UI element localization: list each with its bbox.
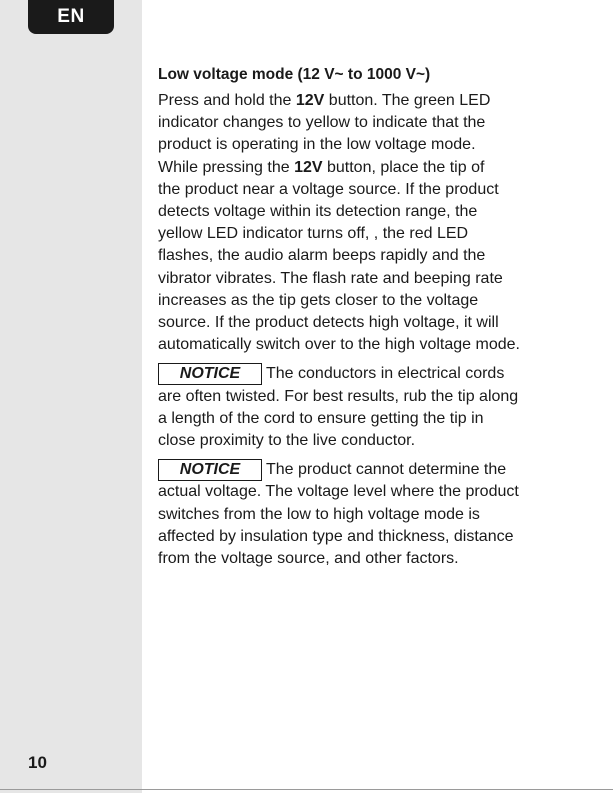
body-line: a length of the cord to ensure getting the tip in [158,409,484,427]
body-line: affected by insulation type and thickness, distance [158,527,514,545]
left-margin-band [0,0,142,793]
body-line: flashes, the audio alarm beeps rapidly and the [158,247,486,265]
text-run: The product cannot determine the [266,461,507,479]
body-line: yellow LED indicator turns off, , the red LED [158,225,469,243]
body-line: product is operating in the low voltage mode. [158,136,476,154]
body-line [158,157,568,179]
notice-twisted-conductors [158,363,568,452]
body-line: automatically switch over to the high voltage mode. [158,336,520,354]
body-line [158,459,568,481]
main-content [158,64,568,570]
body-line: increases as the tip gets closer to the voltage [158,291,479,309]
text-run: button, place the tip of [322,158,485,176]
text-run: While pressing the [158,158,295,176]
low-voltage-instructions [158,90,568,356]
body-line: vibrator vibrates. The flash rate and beeping rate [158,269,503,287]
text-run: The conductors in electrical cords [266,365,505,383]
section-title: Low voltage mode (12 V~ to 1000 V~) [158,66,431,83]
body-line: from the voltage source, and other factors. [158,550,459,568]
page-number: 10 [28,753,47,772]
notice-label: NOTICE [158,459,262,481]
body-line: switches from the low to high voltage mode is [158,505,480,523]
text-run: button. The green LED [324,92,491,109]
text-run: Press and hold the [158,92,296,109]
button-name-12v: 12V [294,158,323,176]
body-line [158,90,568,112]
bottom-divider [0,789,613,790]
body-line: the product near a voltage source. If the product [158,180,499,198]
notice-label: NOTICE [158,363,262,385]
body-line: actual voltage. The voltage level where the product [158,483,519,501]
body-line [158,363,568,385]
notice-actual-voltage [158,459,568,570]
body-line: close proximity to the live conductor. [158,432,416,450]
language-tab: EN [28,0,114,34]
body-line: indicator changes to yellow to indicate that the [158,114,486,132]
body-line: source. If the product detects high voltage, it will [158,314,499,332]
body-line: detects voltage within its detection range, the [158,203,478,221]
button-name-12v: 12V [295,92,325,109]
body-line: are often twisted. For best results, rub the tip along [158,387,519,405]
